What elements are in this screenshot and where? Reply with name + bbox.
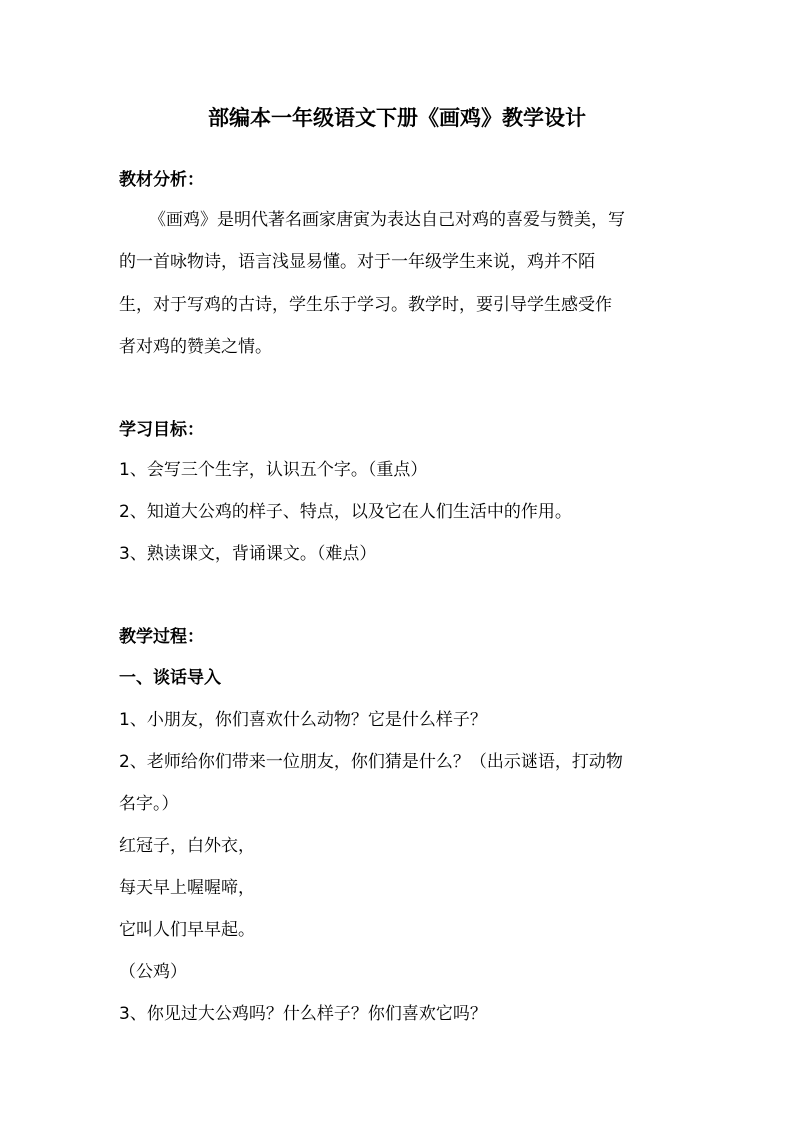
goals-heading: 学习目标：: [119, 420, 204, 440]
analysis-line: 《画鸡》是明代著名画家唐寅为表达自己对鸡的喜爱与赞美，写: [149, 210, 625, 230]
analysis-heading: 教材分析：: [119, 170, 204, 190]
process-line: 1、小朋友，你们喜欢什么动物？它是什么样子？: [119, 710, 487, 730]
riddle-answer: （公鸡）: [119, 962, 187, 982]
riddle-line: 每天早上喔喔啼，: [119, 878, 255, 898]
analysis-line: 者对鸡的赞美之情。: [119, 337, 272, 357]
riddle-line: 它叫人们早早起。: [119, 920, 255, 940]
process-heading: 教学过程：: [119, 627, 204, 647]
analysis-line: 的一首咏物诗，语言浅显易懂。对于一年级学生来说，鸡并不陌: [119, 252, 595, 272]
analysis-line: 生，对于写鸡的古诗，学生乐于学习。教学时，要引导学生感受作: [119, 295, 612, 315]
document-title: 部编本一年级语文下册《画鸡》教学设计: [208, 106, 586, 130]
process-line: 名字。）: [119, 794, 179, 814]
riddle-line: 红冠子，白外衣，: [119, 836, 255, 856]
goal-item: 3、熟读课文，背诵课文。（难点）: [119, 544, 377, 564]
goal-item: 1、会写三个生字，认识五个字。（重点）: [119, 460, 428, 480]
process-line: 2、老师给你们带来一位朋友，你们猜是什么？（出示谜语，打动物: [119, 752, 623, 772]
goal-item: 2、知道大公鸡的样子、特点，以及它在人们生活中的作用。: [119, 502, 572, 522]
process-line: 3、你见过大公鸡吗？什么样子？你们喜欢它吗？: [119, 1004, 487, 1024]
section-heading: 一、谈话导入: [119, 668, 221, 688]
